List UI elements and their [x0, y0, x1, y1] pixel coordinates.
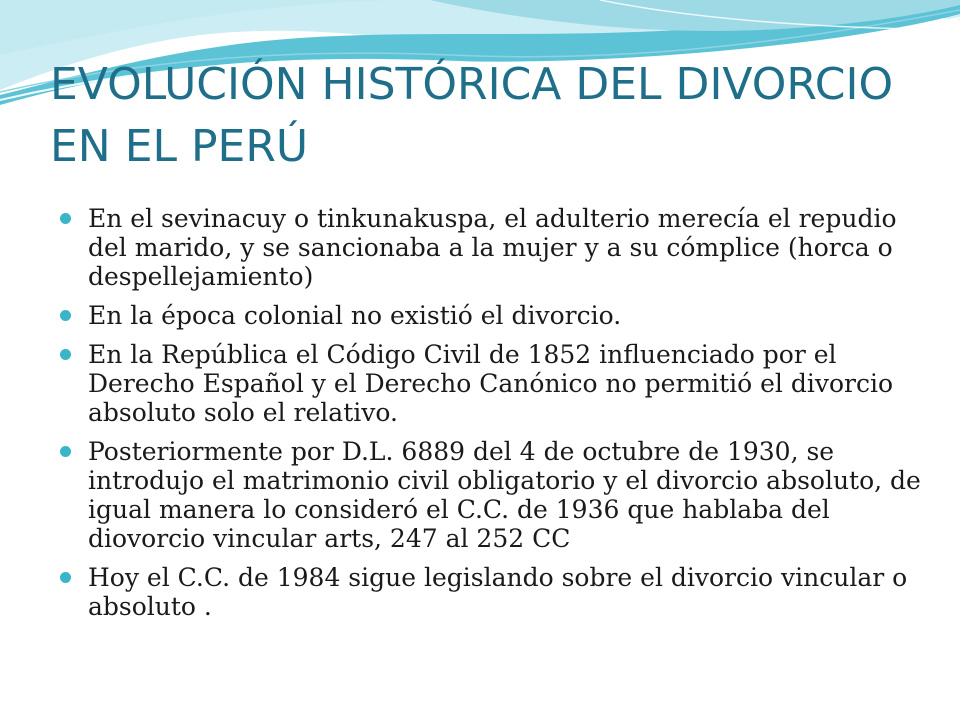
- bullet-text: En el sevinacuy o tinkunakuspa, el adulterio merecía el repudio del marido, y se sancionaba a la mujer y a su cómplice (horca o despellejamiento): [88, 204, 897, 291]
- bullet-list: [60, 204, 930, 631]
- bullet-text: Hoy el C.C. de 1984 sigue legislando sobre el divorcio vincular o absoluto .: [88, 563, 908, 621]
- bullet-dot-icon: [60, 572, 71, 583]
- bullet-dot-icon: [60, 310, 71, 321]
- bullet-text: Posteriormente por D.L. 6889 del 4 de octubre de 1930, se introdujo el matrimonio civil obligatorio y el divorcio absoluto, de igual manera lo consideró el C.C. de 1936 que hablaba del diovorcio vincular arts, 247 al 252 CC: [88, 437, 921, 553]
- bullet-item: [60, 340, 930, 427]
- bullet-text: En la época colonial no existió el divorcio.: [88, 301, 622, 330]
- bullet-item: [60, 437, 930, 553]
- bullet-text: En la República el Código Civil de 1852 influenciado por el Derecho Español y el Derecho Canónico no permitió el divorcio absoluto solo el relativo.: [88, 340, 894, 427]
- bullet-item: [60, 301, 930, 330]
- bullet-item: [60, 563, 930, 621]
- bullet-dot-icon: [60, 446, 71, 457]
- bullet-dot-icon: [60, 349, 71, 360]
- bullet-dot-icon: [60, 213, 71, 224]
- slide-title: EVOLUCIÓN HISTÓRICA DEL DIVORCIO EN EL PERÚ: [50, 59, 894, 172]
- bullet-item: [60, 204, 930, 291]
